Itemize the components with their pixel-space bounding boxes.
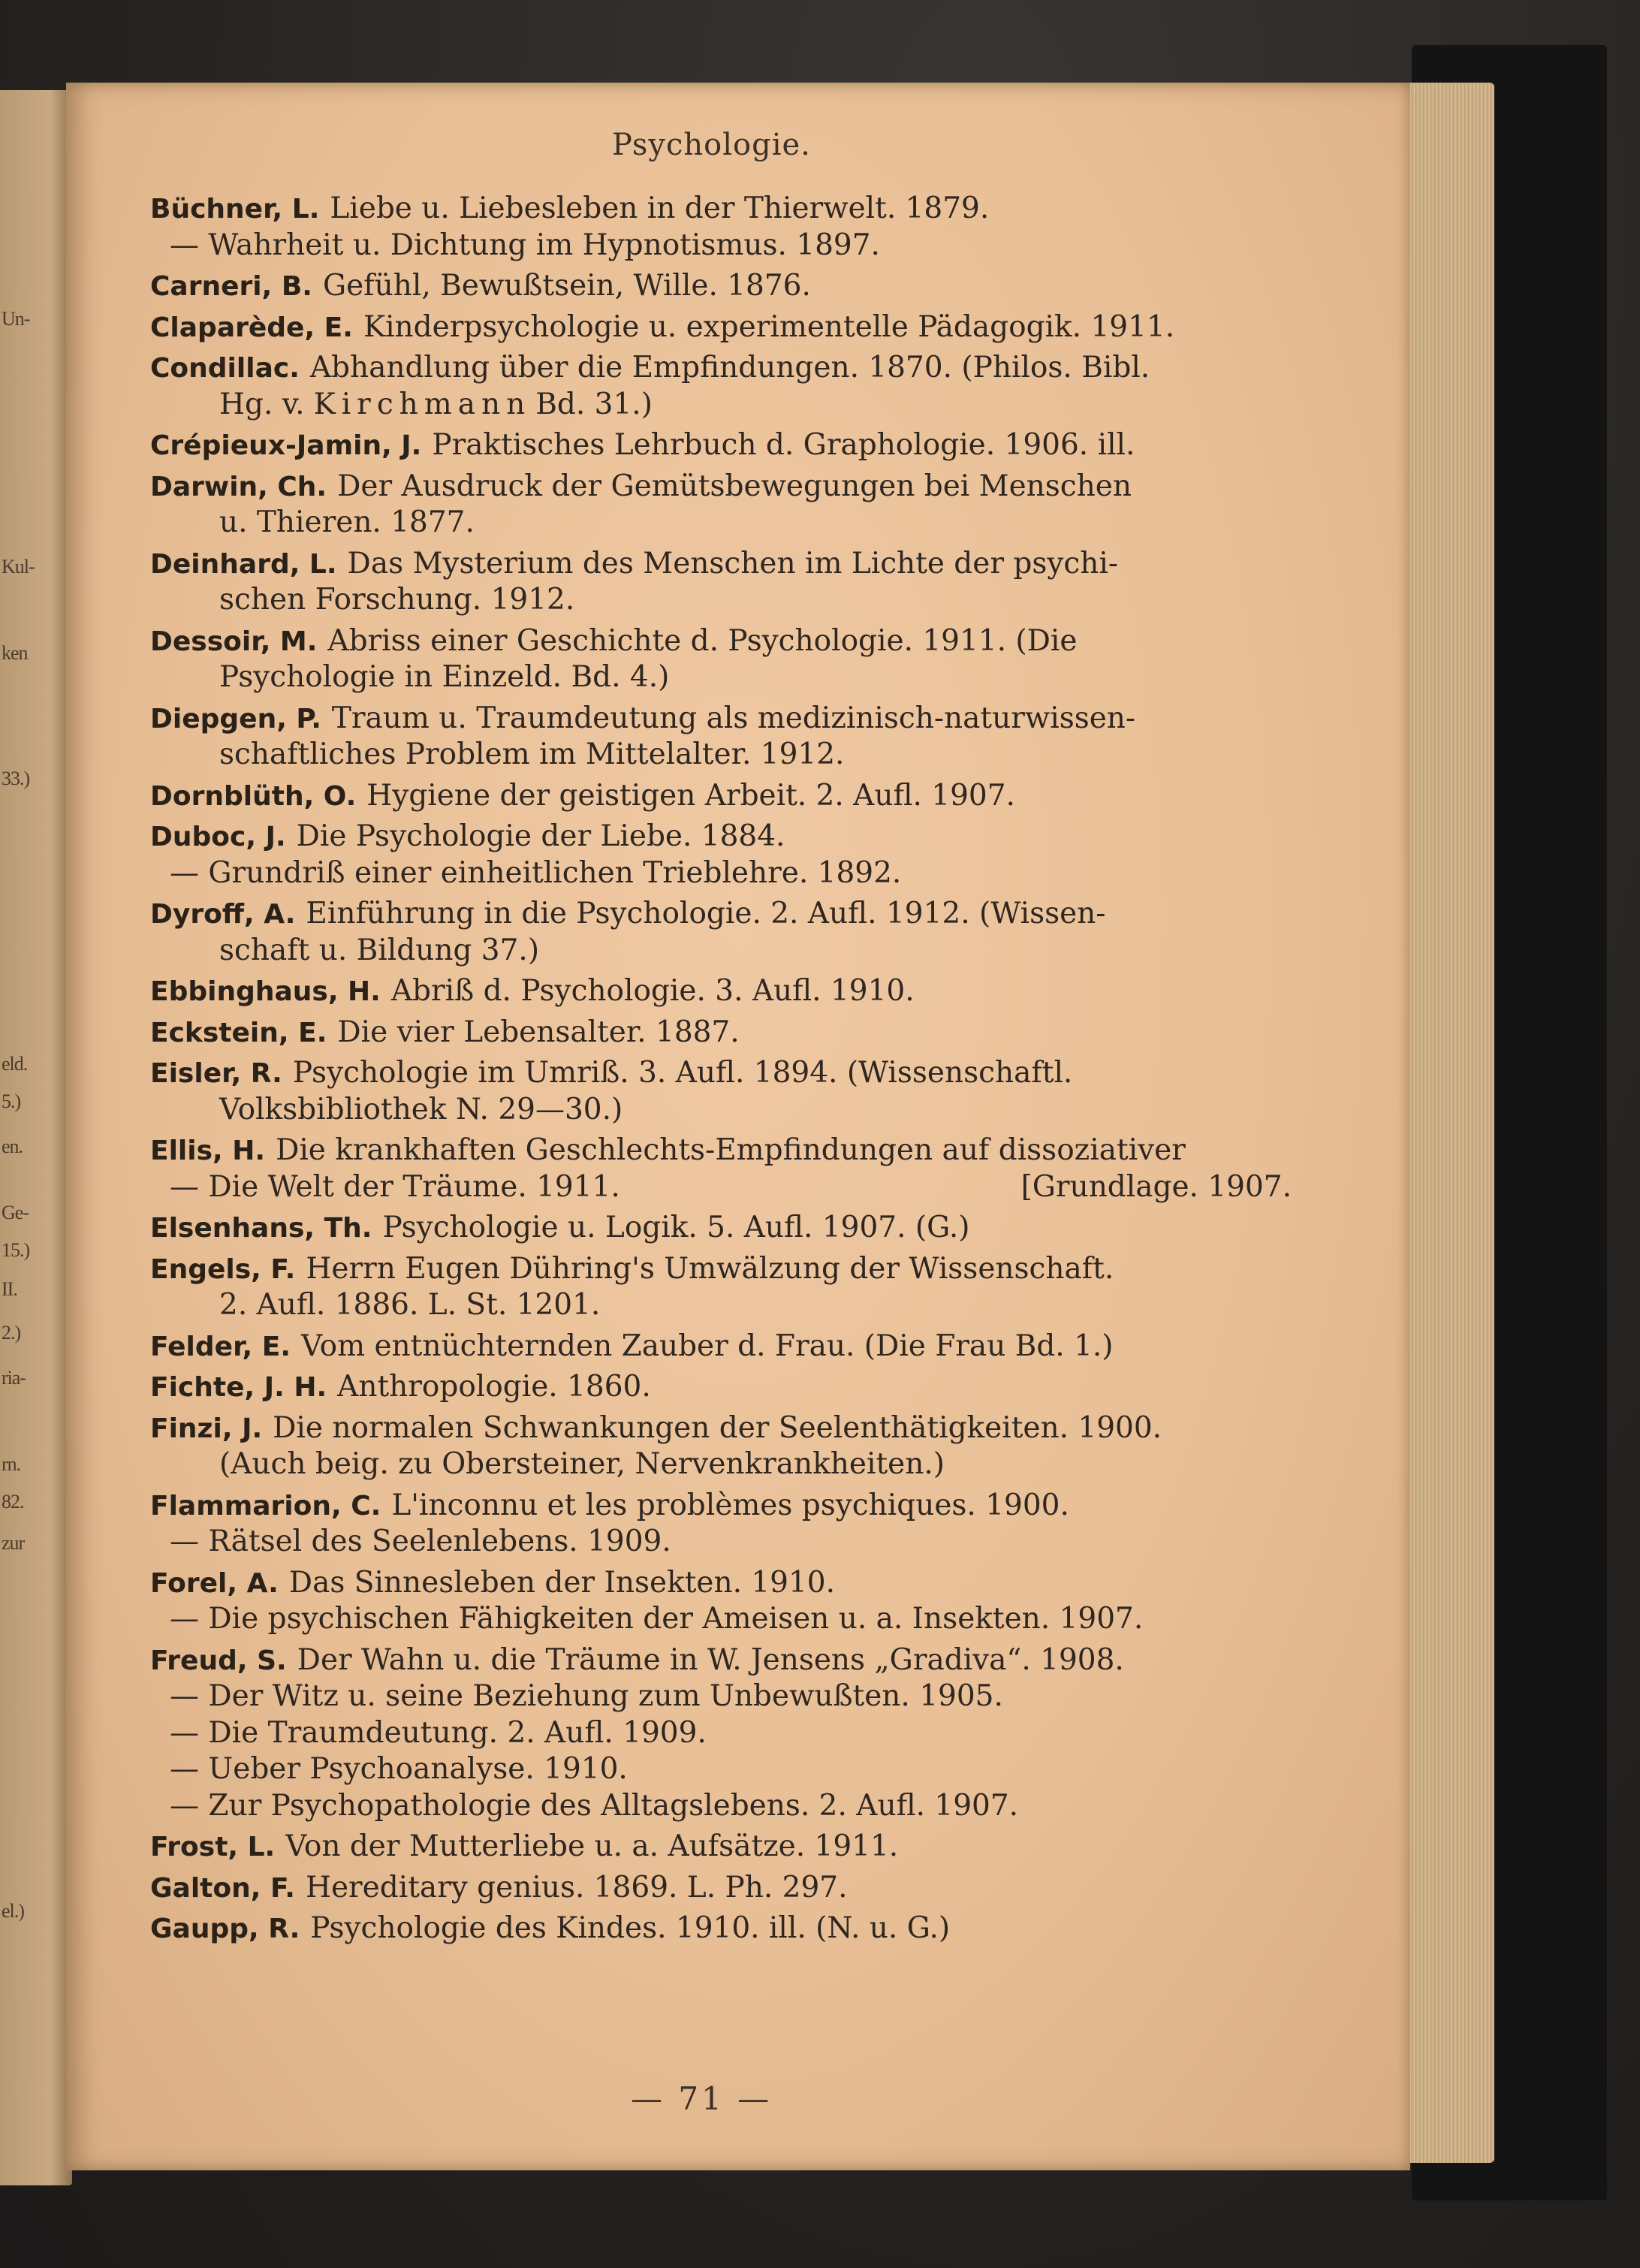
author-name: Dyroff, A. — [150, 899, 296, 930]
entry-text: — Wahrheit u. Dichtung im Hypnotismus. 1897. — [170, 228, 880, 262]
bibliography-line — [150, 1751, 1292, 1788]
editor-name: Kirchmann — [313, 387, 532, 421]
entry-text: Kinderpsychologie u. experimentelle Pädagogik. 1911. — [363, 309, 1175, 344]
author-name: Ebbinghaus, H. — [150, 976, 381, 1007]
entry-text: — Der Witz u. seine Beziehung zum Unbewußten. 1905. — [170, 1679, 1003, 1713]
entry-text: Die normalen Schwankungen der Seelenthätigkeiten. 1900. — [273, 1410, 1162, 1445]
author-name: Carneri, B. — [150, 271, 312, 302]
facing-page-fragment: Kul- — [2, 556, 35, 578]
author-name: Felder, E. — [150, 1331, 291, 1362]
facing-page-fragment: eld. — [2, 1053, 28, 1075]
author-name: Galton, F. — [150, 1872, 295, 1904]
bibliography-line — [150, 1601, 1292, 1638]
bibliography-line — [150, 387, 1292, 424]
bibliography-line — [150, 1092, 1292, 1129]
entry-text: Gefühl, Bewußtsein, Wille. 1876. — [322, 269, 811, 303]
running-head: Psychologie. — [612, 128, 811, 162]
author-name: Gaupp, R. — [150, 1914, 300, 1944]
entry-text: — Die Welt der Träume. 1911. — [170, 1169, 620, 1204]
author-name: Deinhard, L. — [150, 548, 337, 580]
bibliography-line — [150, 1169, 1292, 1206]
bibliography-entry — [150, 427, 1292, 464]
bibliography-entry — [150, 1911, 1292, 1947]
entry-text: Psychologie im Umriß. 3. Aufl. 1894. (Wissenschaftl. — [292, 1056, 1073, 1090]
author-name: Büchner, L. — [150, 194, 320, 225]
bibliography-entry — [150, 623, 1292, 660]
entry-text: Die krankhaften Geschlechts-Empfindungen auf dissoziativer — [276, 1133, 1186, 1167]
bibliography-entry — [150, 819, 1292, 855]
bibliography-entry — [150, 1210, 1292, 1247]
bibliography-entry — [150, 1410, 1292, 1447]
author-name: Condillac. — [150, 353, 300, 384]
carry-over-text: [Grundlage. 1907. — [1020, 1169, 1292, 1204]
bibliography-entry — [150, 1369, 1292, 1406]
author-name: Flammarion, C. — [150, 1490, 381, 1522]
bibliography-entry — [150, 1329, 1292, 1365]
entry-text: Anthropologie. 1860. — [337, 1370, 651, 1404]
facing-page-fragment: Un- — [2, 308, 30, 330]
bibliography-line — [150, 1524, 1292, 1561]
bibliography-entry — [150, 469, 1292, 505]
entry-text: Traum u. Traumdeutung als medizinisch-naturwissen- — [331, 701, 1136, 735]
bibliography-entry — [150, 1015, 1292, 1051]
facing-page-fragment: Ge- — [2, 1202, 29, 1223]
facing-page-fragment: 15.) — [2, 1239, 30, 1261]
entry-text: — Zur Psychopathologie des Alltagslebens. 2. Aufl. 1907. — [170, 1788, 1019, 1823]
author-name: Eisler, R. — [150, 1058, 282, 1089]
entry-text: Psychologie in Einzeld. Bd. 4.) — [219, 660, 670, 694]
facing-page-fragment: 2.) — [2, 1322, 21, 1344]
bibliography-line — [150, 737, 1292, 774]
entry-text: u. Thieren. 1877. — [219, 505, 475, 539]
author-name: Fichte, J. H. — [150, 1372, 327, 1403]
facing-page-fragment: 82. — [2, 1491, 24, 1513]
bibliography-entry — [150, 1565, 1292, 1602]
bibliography-line — [150, 933, 1292, 970]
entry-text: — Ueber Psychoanalyse. 1910. — [170, 1752, 628, 1786]
author-name: Finzi, J. — [150, 1413, 263, 1444]
entry-text: Hygiene der geistigen Arbeit. 2. Aufl. 1907. — [366, 778, 1015, 813]
entry-text: 2. Aufl. 1886. L. St. 1201. — [219, 1288, 601, 1322]
bibliography-line — [150, 855, 1292, 892]
author-name: Engels, F. — [150, 1253, 296, 1285]
facing-page-fragment: ria- — [2, 1367, 26, 1389]
entry-text: Abriß d. Psychologie. 3. Aufl. 1910. — [390, 974, 915, 1008]
entry-text: Praktisches Lehrbuch d. Graphologie. 1906. ill. — [432, 428, 1135, 462]
entry-text: (Auch beig. zu Obersteiner, Nervenkrankheiten.) — [219, 1447, 945, 1481]
entry-text: Die vier Lebensalter. 1887. — [337, 1015, 740, 1049]
entry-text: L'inconnu et les problèmes psychiques. 1900. — [391, 1488, 1069, 1522]
entry-text: — Die Traumdeutung. 2. Aufl. 1909. — [170, 1715, 707, 1750]
facing-page-fragment: rn. — [2, 1453, 21, 1475]
entry-text: — Grundriß einer einheitlichen Trieblehre. 1892. — [170, 855, 902, 890]
entry-text: Liebe u. Liebesleben in der Thierwelt. 1879. — [330, 192, 990, 225]
entry-text: Von der Mutterliebe u. a. Aufsätze. 1911. — [285, 1829, 899, 1863]
bibliography-entry — [150, 1488, 1292, 1525]
bibliography-line — [150, 228, 1292, 264]
bibliography-line — [150, 1678, 1292, 1715]
bibliography-line — [150, 582, 1292, 619]
entry-text: Psychologie u. Logik. 5. Aufl. 1907. (G.) — [382, 1211, 970, 1244]
author-name: Diepgen, P. — [150, 703, 321, 734]
author-name: Duboc, J. — [150, 822, 286, 852]
facing-page-fragment: 5.) — [2, 1090, 21, 1112]
author-name: Ellis, H. — [150, 1136, 266, 1166]
entry-text-continued: Bd. 31.) — [535, 387, 653, 421]
bibliography-entry — [150, 191, 1292, 228]
bibliography-line — [150, 659, 1292, 696]
bibliography-entry — [150, 268, 1292, 305]
entry-text: Der Wahn u. die Träume in W. Jensens „Gradiva“. 1908. — [297, 1642, 1124, 1677]
author-name: Elsenhans, Th. — [150, 1213, 372, 1244]
author-name: Crépieux-Jamin, J. — [150, 430, 422, 461]
author-name: Freud, S. — [150, 1645, 287, 1676]
entry-text: Volksbibliothek N. 29—30.) — [219, 1092, 623, 1126]
bibliography-line — [150, 1446, 1292, 1483]
bibliography-entry — [150, 1055, 1292, 1092]
facing-page-fragment: ken — [2, 642, 28, 664]
bibliography-entry — [150, 1870, 1292, 1907]
bibliography-entry — [150, 973, 1292, 1010]
entry-text: schaftliches Problem im Mittelalter. 1912. — [219, 737, 845, 771]
entry-text: Abriss einer Geschichte d. Psychologie. 1911. (Die — [327, 623, 1078, 658]
bibliography-entry — [150, 778, 1292, 815]
facing-page-fragment: en. — [2, 1136, 23, 1157]
bibliography-entry — [150, 309, 1292, 346]
author-name: Frost, L. — [150, 1832, 276, 1862]
author-name: Claparède, E. — [150, 312, 353, 343]
author-name: Forel, A. — [150, 1567, 279, 1599]
facing-page-fragment: el.) — [2, 1900, 24, 1922]
entry-text: Der Ausdruck der Gemütsbewegungen bei Menschen — [337, 469, 1132, 503]
entry-text: Das Mysterium des Menschen im Lichte der psychi- — [347, 546, 1119, 581]
bibliography-line — [150, 1715, 1292, 1752]
entry-text: — Rätsel des Seelenlebens. 1909. — [170, 1525, 671, 1558]
entry-text: Das Sinnesleben der Insekten. 1910. — [288, 1565, 836, 1600]
bibliography-entry — [150, 1132, 1292, 1169]
author-name: Eckstein, E. — [150, 1017, 327, 1048]
entry-text: Die Psychologie der Liebe. 1884. — [296, 819, 785, 853]
author-name: Dornblüth, O. — [150, 780, 357, 812]
bibliography-entry — [150, 701, 1292, 737]
entry-text: Psychologie des Kindes. 1910. ill. (N. u. G.) — [310, 1911, 951, 1945]
bibliography-entry — [150, 896, 1292, 933]
bibliography-line — [150, 1788, 1292, 1825]
bibliography-entry — [150, 1251, 1292, 1288]
entry-text: Einführung in die Psychologie. 2. Aufl. 1912. (Wissen- — [306, 897, 1106, 930]
entry-text: Vom entnüchternden Zauber d. Frau. (Die Frau Bd. 1.) — [301, 1329, 1114, 1363]
entry-text: Abhandlung über die Empfindungen. 1870. (Philos. Bibl. — [309, 351, 1150, 385]
entry-text: schen Forschung. 1912. — [219, 583, 575, 617]
page-edges — [1406, 83, 1494, 2163]
facing-page-fragment: zur — [2, 1532, 25, 1554]
entry-text: Herrn Eugen Dühring's Umwälzung der Wissenschaft. — [306, 1251, 1114, 1286]
facing-page-fragment: 33.) — [2, 768, 30, 789]
entry-text: — Die psychischen Fähigkeiten der Ameisen u. a. Insekten. 1907. — [170, 1602, 1144, 1636]
bibliography-entry — [150, 546, 1292, 583]
bibliography-entry — [150, 1642, 1292, 1679]
entry-text: schaft u. Bildung 37.) — [219, 933, 540, 967]
bibliography-entry — [150, 350, 1292, 387]
bibliography-line — [150, 1287, 1292, 1324]
entry-text: Hg. v. — [219, 387, 305, 421]
author-name: Darwin, Ch. — [150, 471, 327, 502]
entry-text: Hereditary genius. 1869. L. Ph. 297. — [305, 1870, 848, 1905]
bibliography-entry — [150, 1829, 1292, 1865]
bibliography-line — [150, 505, 1292, 541]
author-name: Dessoir, M. — [150, 626, 318, 657]
facing-page-fragment: II. — [2, 1278, 17, 1300]
page-number: — 71 — — [631, 2080, 773, 2117]
bibliography-list — [150, 186, 1292, 1947]
